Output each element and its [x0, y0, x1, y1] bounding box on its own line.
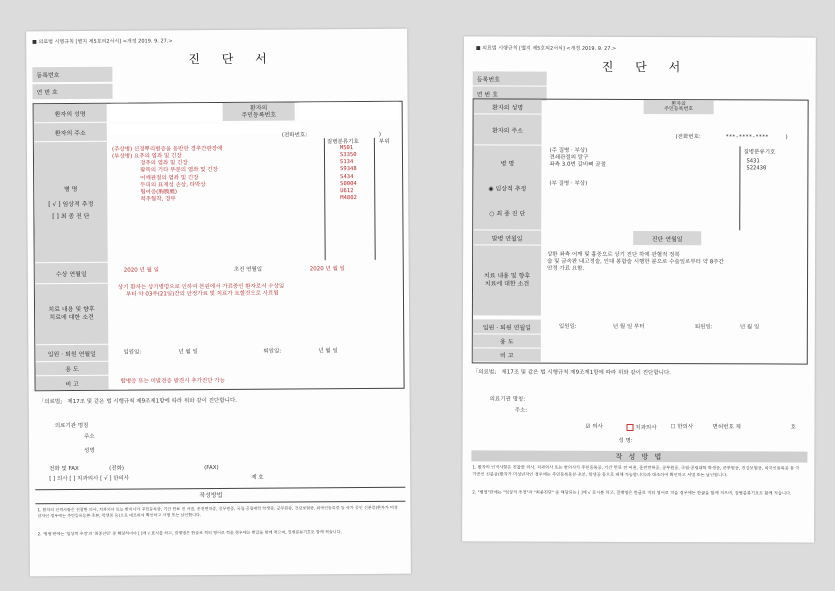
diagnosis-item: 어깨관절의 염좌 및 긴장: [140, 174, 199, 182]
use-label: 용 도: [473, 334, 541, 347]
disease-label: 병 명: [63, 185, 78, 194]
admit-label: 입원일:: [558, 323, 577, 330]
doctor-name-label: 성명: [84, 447, 95, 454]
diagnosis-item: (부 질병 · 부상): [549, 181, 588, 188]
institution-label: 의료기관 명칭: [54, 422, 89, 430]
onset-label: 발병 연월일: [473, 230, 541, 244]
treatment-label: 치료 내용 및 향후 치료에 대한 소견: [35, 284, 108, 345]
disease-label: 병 명: [500, 160, 515, 168]
discharge-date: 년 월 일: [739, 324, 760, 331]
code-item: M4802: [340, 195, 357, 202]
code-item: S9348: [340, 166, 357, 173]
form-header: ■ 의료법 시행규칙 [별지 제5호의2서식] <개정 2019. 9. 27.>: [475, 45, 617, 52]
code-item: S431: [746, 158, 760, 165]
code-item: S134: [340, 159, 354, 166]
patient-id-value: [299, 102, 399, 121]
address-label: 주소: [83, 433, 95, 440]
admit-date: 년 월 일 부터: [612, 323, 645, 331]
patient-id-label: 환자의 주민등록번호: [223, 102, 295, 121]
treatment-line: 상기 환자는 상기병명으로 인하여 본원에서 가료중인 환자로서 수상일: [117, 283, 285, 291]
patient-address-label: 환자의 주소: [474, 114, 542, 144]
dentist-checkbox: 치과의사: [627, 424, 657, 432]
treatment-line: 안정 가료 요함.: [547, 265, 585, 273]
license-label: 면허번호 제: [712, 424, 741, 431]
code-item: S3350: [339, 152, 357, 159]
phone-close: ): [378, 131, 382, 138]
diagnosis-item: 팔목의 기타 부분의 염좌 및 긴장: [140, 167, 218, 174]
diagnosis-item: 견쇄관절의 탈구: [549, 154, 589, 161]
divider: [35, 487, 405, 490]
diagnosis-item: 협어증(胸膜膜): [140, 189, 177, 196]
remarks-label: 비 고: [36, 376, 109, 391]
hospital-label: 입원 · 퇴원 연월일: [35, 345, 108, 362]
license-number: 제 호: [251, 474, 264, 481]
patient-name-label: 환자의 성명: [474, 99, 542, 113]
divider: [35, 501, 405, 504]
code-item: M501: [339, 145, 354, 152]
code-list: [340, 145, 357, 202]
remarks-label: 비 고: [473, 348, 541, 361]
provisional-radio: ◉ 임상적 추정: [488, 184, 527, 193]
diagnosis-list: [112, 146, 223, 204]
discharge-label: 퇴원일:: [694, 324, 713, 331]
oriental-checkbox: ☐ 한의사: [670, 424, 694, 431]
onset-label: 수상 연월일: [35, 263, 108, 284]
treatment-text: [118, 284, 284, 299]
provisional-check: [ √ ] 임상적 추정: [48, 200, 94, 209]
treatment-line: 술 및 금속판 내고정술, 인대 봉합술 시행한 분으로 수술일로부터 약 8주간: [547, 258, 724, 266]
phone-close: ): [785, 134, 788, 141]
phone-label: (전화번호:: [281, 132, 308, 139]
howto-title: 작성방법: [199, 491, 223, 500]
diagnosis-item: 척추협착, 경부: [140, 196, 176, 203]
address-label: 주소:: [514, 407, 528, 414]
doctor-type-checkboxes: [ ] 의사 [ ] 치과의사 [ √ ] 한의사: [49, 475, 130, 483]
use-label: 용 도: [35, 362, 108, 376]
disease-label-cell: [473, 145, 541, 229]
diagnosis-item: 좌측 3.0번 갈비뼈 골절: [549, 161, 606, 169]
treatment-line: 부터 약 03주(21일)간의 안정가료 및 치료가 요할것으로 사료됨: [125, 290, 279, 298]
statement: 「의료법」 제17조 및 같은 법 시행규칙 제9조제1항에 따라 위와 같이 진단합니다.: [472, 369, 672, 377]
code-header: 질병분류기호: [743, 149, 776, 156]
howto-step-1: 1. 환자의 인적사항은 진찰한 의사, 치과의사 또는 한의사가 주민등록증, 기간 만료 전 여권, 운전면허증, 공무원증, 국립·공립대학 학생증, 군무원증, 건강보험증, 외국인등록증 등 국가 공인 신분증(환자가 미성년자인 경우에는 주민등록등본·초본, 학생증 등)으로 대조하여 확인하고 서명 또는 날인합니다.: [37, 504, 398, 519]
hospital-label: 입원 · 퇴원 연월일: [473, 319, 541, 333]
treatment-line: 상환 좌측 어깨 및 흉중으로 상기 진단 하에 관혈적 정복: [547, 251, 680, 259]
right-certificate-page: [462, 36, 816, 542]
diagnosis-item: (부상병) 요추의 염좌 및 긴장: [111, 153, 182, 160]
diagnosis-item: [549, 169, 606, 181]
admit-date: 년 월 일: [178, 349, 198, 356]
phone-label: (전화번호:: [675, 134, 701, 141]
code-item: S434: [340, 173, 354, 180]
tel-fax-label: 전화 및 FAX: [49, 465, 79, 473]
onset-date: 2020 년 월 일: [123, 267, 159, 274]
doctor-name-label: 성 명:: [618, 437, 633, 444]
final-radio: ○ 최 종 진 단: [489, 209, 526, 218]
reg-no-label: 등록번호: [473, 71, 547, 85]
copy-no-label: 연 번 호: [473, 86, 547, 100]
howto-title: 작 성 방 법: [471, 450, 807, 462]
remarks-text: 합병증 또는 미발견증 발견시 추가진단 가능: [120, 377, 225, 385]
page-title: 진 단 서: [188, 51, 276, 67]
howto-step-1: 1. 환자의 인적사항은 진찰한 의사, 치과의사 또는 한의사가 주민등록증, 기간 만료 전 여권, 운전면허증, 공무원증, 국립·공립대학 학생증, 군무원증, 건강보험증, 외국인등록증 등 국가공인 신분증(환자가 미성년자인 경우에는 주민등록등본·초본, 학생증 등으로 대체 가능합니다)과 대조하여 확인하고 서명 또는 날인합니다.: [472, 464, 800, 478]
diagnosis-item: (주 질병 · 부상): [549, 147, 588, 154]
copy-no-label: 연 번 호: [32, 84, 112, 100]
code-list: [746, 158, 766, 172]
statement: 「의료법」 제17조 및 같은 법 시행규칙 제9조제1항에 따라 위와 같이 진단합니다.: [38, 397, 238, 406]
code-item: U612: [340, 187, 354, 194]
patient-name-value: [111, 103, 221, 122]
patient-address-value: [111, 123, 301, 134]
part-header: 부위: [378, 138, 390, 145]
page-title: 진 단 서: [601, 59, 690, 75]
code-header: 질병분류기호: [326, 139, 359, 146]
diagnosis-item: 경추의 염좌 및 긴장: [140, 160, 188, 167]
howto-step-2: 2. '병명'란에는 '임상적 추정'과 '최종진단' 중 해당하여야 [ ]에 √ 표시를 하고, 질병명은 한글로 적되 영어로 적을 경우에는 한글을 함께 적으며, 질병분류기호도 함께 적습니다.: [37, 529, 342, 537]
patient-id-label: 환자의 주민등록번호: [644, 100, 714, 114]
treatment-label: 치료 내용 및 향후 치료에 대한 소견: [473, 245, 541, 315]
doctor-checkbox: ☑ 의사: [585, 423, 603, 430]
form-header: ■ 의료법 시행규칙 [별지 제5호의2서식] <개정 2019. 9. 27.>: [32, 38, 173, 46]
patient-address-label: 환자의 주소: [34, 123, 107, 142]
admit-label: 입원일:: [123, 349, 142, 356]
howto-step-2: 2. "병명"란에는 "임상적 추정"과 "최종진단" 중 해당되는 [ ]에 √ 표시를 하고, 질병명은 한글로 적되 영어로 적을 경우에는 한글을 함께 적으며, 질병분류기호도 함께 적습니다.: [472, 489, 792, 496]
license-end: 호: [790, 424, 796, 431]
treatment-text: [547, 252, 724, 274]
fax-label: (FAX): [204, 465, 219, 472]
first-exam-date: 2020 년 월 일: [309, 266, 345, 273]
patient-name-label: 환자의 성명: [34, 104, 107, 123]
code-item: S0004: [340, 180, 357, 187]
code-item: S22430: [746, 165, 767, 172]
first-exam-label: 초진 연월일: [233, 266, 263, 273]
discharge-label: 퇴원일:: [263, 348, 282, 355]
first-exam-label: 진단 연월일: [633, 231, 701, 245]
disease-label-cell: [34, 142, 108, 263]
institution-label: 의료기관 명칭:: [489, 396, 526, 403]
left-certificate-page: [26, 29, 411, 577]
reg-no-label: 등록번호: [32, 67, 112, 83]
diagnosis-list: [549, 148, 606, 189]
diagnosis-item: 두피의 표재성 손상, 타박상: [140, 181, 206, 189]
tel-label: (전화): [109, 465, 125, 472]
discharge-date: 년 월 일: [318, 348, 338, 355]
diagnosis-item: (주상병) 신경뿌리병증을 동반한 경추간판장애: [111, 145, 223, 153]
phone-value: ***-****-****: [725, 134, 769, 141]
final-check: [ ] 최 종 진 단: [52, 212, 90, 221]
